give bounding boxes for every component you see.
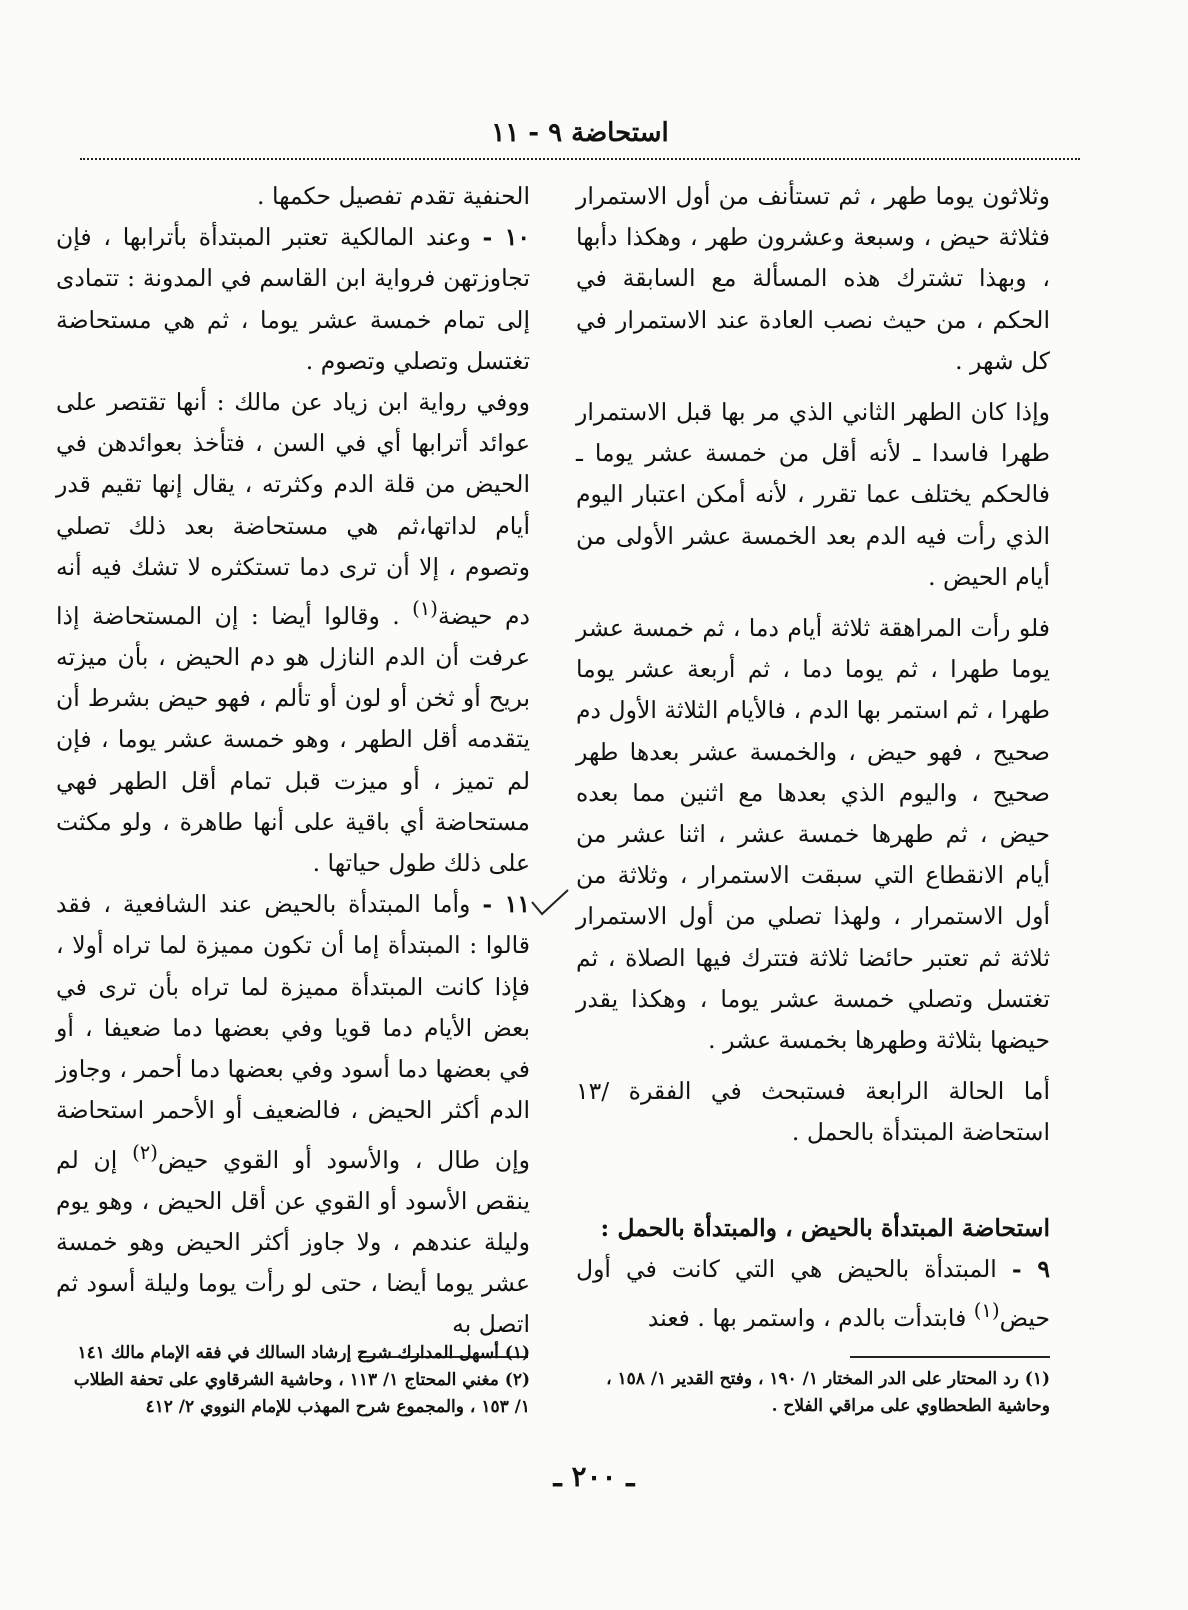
paragraph: وثلاثون يوما طهر ، ثم تستأنف من أول الاستمرار فثلاثة حيض ، وسبعة وعشرون طهر ، وهكذا دأبها ، وبهذا تشترك هذه المسألة مع السابقة في الحكم ، من حيث نصب العادة عند الاستمرار في كل شهر . [576, 182, 1050, 375]
paragraph-number: ١٠ - [482, 223, 531, 252]
running-header: استحاضة ٩ - ١١ [491, 118, 669, 148]
paragraph: الحنفية تقدم تفصيل حكمها . [257, 182, 530, 210]
section-title: استحاضة المبتدأة بالحيض ، والمبتدأة بالحمل : [600, 1213, 1050, 1242]
paragraph-text: المبتدأة بالحيض هي التي كانت في أول حيض [576, 1254, 1050, 1332]
paragraph [56, 382, 530, 884]
paragraph-number: ٩ - [1011, 1254, 1050, 1283]
paragraph-text: إن لم ينقص الأسود أو القوي عن أقل الحيض ، وهو يوم وليلة عندهم ، ولا جاوز أكثر الحيض وهو خمسة عشر يوما أيضا ، حتى لو رأت يوما وليلة أسود ثم اتصل به [56, 1145, 530, 1339]
paragraph-number: ١١ - [482, 890, 530, 919]
footnotes-left [56, 1340, 530, 1421]
paragraph: فلو رأت المراهقة ثلاثة أيام دما ، ثم خمسة عشر يوما طهرا ، ثم يوما دما ، ثم أربعة عشر يوما طهرا ، ثم استمر بها الدم ، فالأيام الثلاثة الأول دم صحيح ، فهو حيض ، والخمسة عشر بعدها طهر صحيح ، واليوم الذي بعدها مع اثنين مما بعده حيض ، ثم طهرها خمسة عشر ، اثنا عشر من أيام الانقطاع التي سبقت الاستمرار ، وثلاثة من أول الاستمرار ، ولهذا تصلي من أول الاستمرار ثلاثة ثم تعتبر حائضا ثلاثة فتترك فيها الصلاة ، ثم تغتسل وتصلي خمسة عشر يوما ، وهكذا يقدر حيضها بثلاثة وطهرها بخمسة عشر . [576, 614, 1050, 1055]
paragraph [56, 217, 530, 382]
paragraph [56, 884, 530, 1345]
header-dotted-rule [80, 158, 1080, 160]
paragraph-text: وأما المبتدأة بالحيض عند الشافعية ، فقد قالوا : المبتدأة إما أن تكون مميزة لما تراه أولا ، فإذا كانت المبتدأة مميزة لما تراه بأن ترى في بعض الأيام دما قويا وفي بعضها دما ضعيفا ، أو في بعضها دما أسود وفي بعضها دما أحمر ، وجاوز الدم أكثر الحيض ، فالضعيف أو الأحمر استحاضة وإن طال ، والأسود أو القوي حيض [56, 890, 531, 1174]
footnote: (١) أسهل المدارك شرح إرشاد السالك في فقه الإمام مالك ١٤١ [77, 1343, 530, 1363]
footnote-ref: (١) [973, 1299, 1000, 1323]
left-column [56, 176, 530, 1345]
footnote-ref: (١) [412, 597, 438, 621]
paragraph: أما الحالة الرابعة فستبحث في الفقرة /١٣ استحاضة المبتدأة بالحمل . [576, 1077, 1050, 1147]
paragraph [576, 1249, 1050, 1339]
right-column [576, 176, 1050, 1339]
footnote: (١) رد المحتار على الدر المختار ١/ ١٩٠ ، وفتح القدير ١/ ١٥٨ ، وحاشية الطحطاوي على مراقي الفلاح . [606, 1369, 1050, 1416]
handwritten-check-icon [530, 888, 570, 918]
paragraph-text: . وقالوا أيضا : إن المستحاضة إذا عرفت أن الدم النازل هو دم الحيض ، بأن ميزته بريح أو ثخن أو لون أو تألم ، فهو حيض بشرط أن يتقدمه أقل الطهر ، وهو خمسة عشر يوما ، فإن لم تميز ، أو ميزت قبل تمام أقل الطهر فهي مستحاضة أي باقية على أنها طاهرة ، ولو مكثت على ذلك طول حياتها . [56, 601, 530, 878]
footnote-rule [850, 1356, 1050, 1358]
footnotes-right [576, 1366, 1050, 1420]
paragraph: وإذا كان الطهر الثاني الذي مر بها قبل الاستمرار طهرا فاسدا ـ لأنه أقل من خمسة عشر يوما ـ فالحكم يختلف عما تقرر ، لأنه أمكن اعتبار اليوم الذي رأت فيه الدم بعد الخمسة عشر الأولى من أيام الحيض . [576, 398, 1050, 591]
page-number: ـ ٢٠٠ ـ [553, 1460, 635, 1493]
paragraph-text: وعند المالكية تعتبر المبتدأة بأترابها ، فإن تجاوزتهن فرواية ابن القاسم في المدونة : تتمادى إلى تمام خمسة عشر يوما ، ثم هي مستحاضة تغتسل وتصلي وتصوم . [56, 223, 530, 375]
paragraph-text: ووفي رواية ابن زياد عن مالك : أنها تقتصر على عوائد أترابها أي في السن ، فتأخذ بعوائدهن في الحيض من قلة الدم وكثرته ، يقال إنها تقيم قدر أيام لداتها،ثم هي مستحاضة بعد ذلك تصلي وتصوم ، إلا أن ترى دما تستكثره لا تشك فيه أنه دم حيضة [56, 388, 530, 630]
footnote-ref: (٢) [132, 1140, 158, 1164]
paragraph-text: فابتدأت بالدم ، واستمر بها . فعند [647, 1303, 974, 1332]
footnote: (٢) مغني المحتاج ١/ ١١٣ ، وحاشية الشرقاوي على تحفة الطلاب ١/ ١٥٣ ، والمجموع شرح المهذب للإمام النووي ٢/ ٤١٢ [73, 1370, 530, 1417]
